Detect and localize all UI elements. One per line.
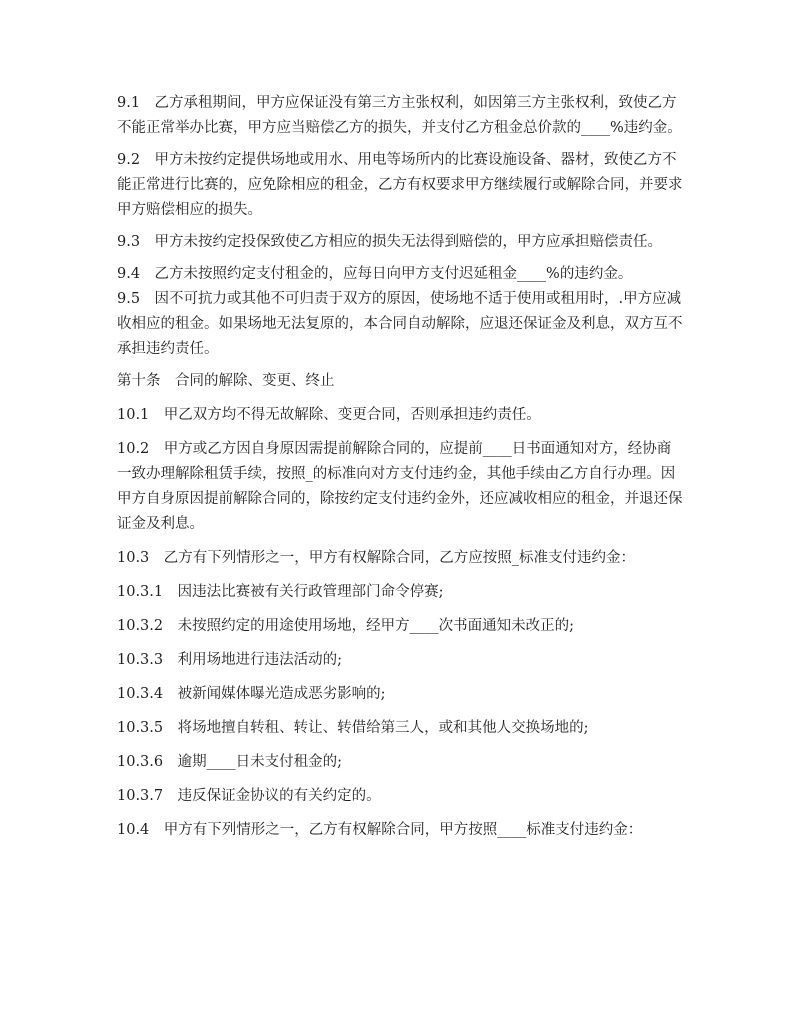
document-body (117, 91, 683, 843)
clause-10-3: 10.3 乙方有下列情形之一，甲方有权解除合同，乙方应按照_标准支付违约金： (117, 550, 636, 566)
clause-10-3-1: 10.3.1 因违法比赛被有关行政管理部门命令停赛; (117, 584, 444, 600)
clause-9-3: 9.3 甲方未按约定投保致使乙方相应的损失无法得到赔偿的，甲方应承担赔偿责任。 (117, 234, 663, 250)
clause-10-3-3: 10.3.3 利用场地进行违法活动的; (117, 652, 343, 668)
article-10-heading: 第十条 合同的解除、变更、终止 (117, 373, 335, 389)
clause-10-2: 10.2 甲方或乙方因自身原因需提前解除合同的，应提前____日书面通知对方，经协商一致办理解除租赁手续，按照_的标准向对方支付违约金，其他手续由乙方自行办理。因甲方自身原因提前解除合同的，除按约定支付违约金外，还应减收相应的租金，并退还保证金及利息。 (117, 441, 683, 532)
clause-10-1: 10.1 甲乙双方均不得无故解除、变更合同，否则承担违约责任。 (117, 407, 541, 423)
clause-10-3-4: 10.3.4 被新闻媒体曝光造成恶劣影响的; (117, 686, 386, 702)
clause-10-3-6: 10.3.6 逾期____日未支付租金的; (117, 754, 343, 770)
clause-10-3-5: 10.3.5 将场地擅自转租、转让、转借给第三人，或和其他人交换场地的; (117, 720, 589, 736)
clause-9-1: 9.1 乙方承租期间，甲方应保证没有第三方主张权利，如因第三方主张权利，致使乙方不能正常举办比赛，甲方应当赔偿乙方的损失，并支付乙方租金总价款的____%违约金。 (117, 95, 682, 136)
clause-9-4: 9.4 乙方未按照约定支付租金的，应每日向甲方支付迟延租金____%的违约金。 (117, 266, 633, 282)
clause-10-4: 10.4 甲方有下列情形之一，乙方有权解除合同，甲方按照____标准支付违约金： (117, 822, 643, 838)
clause-10-3-2: 10.3.2 未按照约定的用途使用场地，经甲方____次书面通知未改正的; (117, 618, 575, 634)
clause-9-5: 9.5 因不可抗力或其他不可归责于双方的原因，使场地不适于使用或租用时，.甲方应减收相应的租金。如果场地无法复原的，本合同自动解除，应退还保证金及利息，双方互不承担违约责任。 (117, 291, 683, 357)
clause-9-2: 9.2 甲方未按约定提供场地或用水、用电等场所内的比赛设施设备、器材，致使乙方不能正常进行比赛的，应免除相应的租金，乙方有权要求甲方继续履行或解除合同，并要求甲方赔偿相应的损失。 (117, 152, 683, 218)
clause-10-3-7: 10.3.7 违反保证金协议的有关约定的。 (117, 788, 381, 804)
